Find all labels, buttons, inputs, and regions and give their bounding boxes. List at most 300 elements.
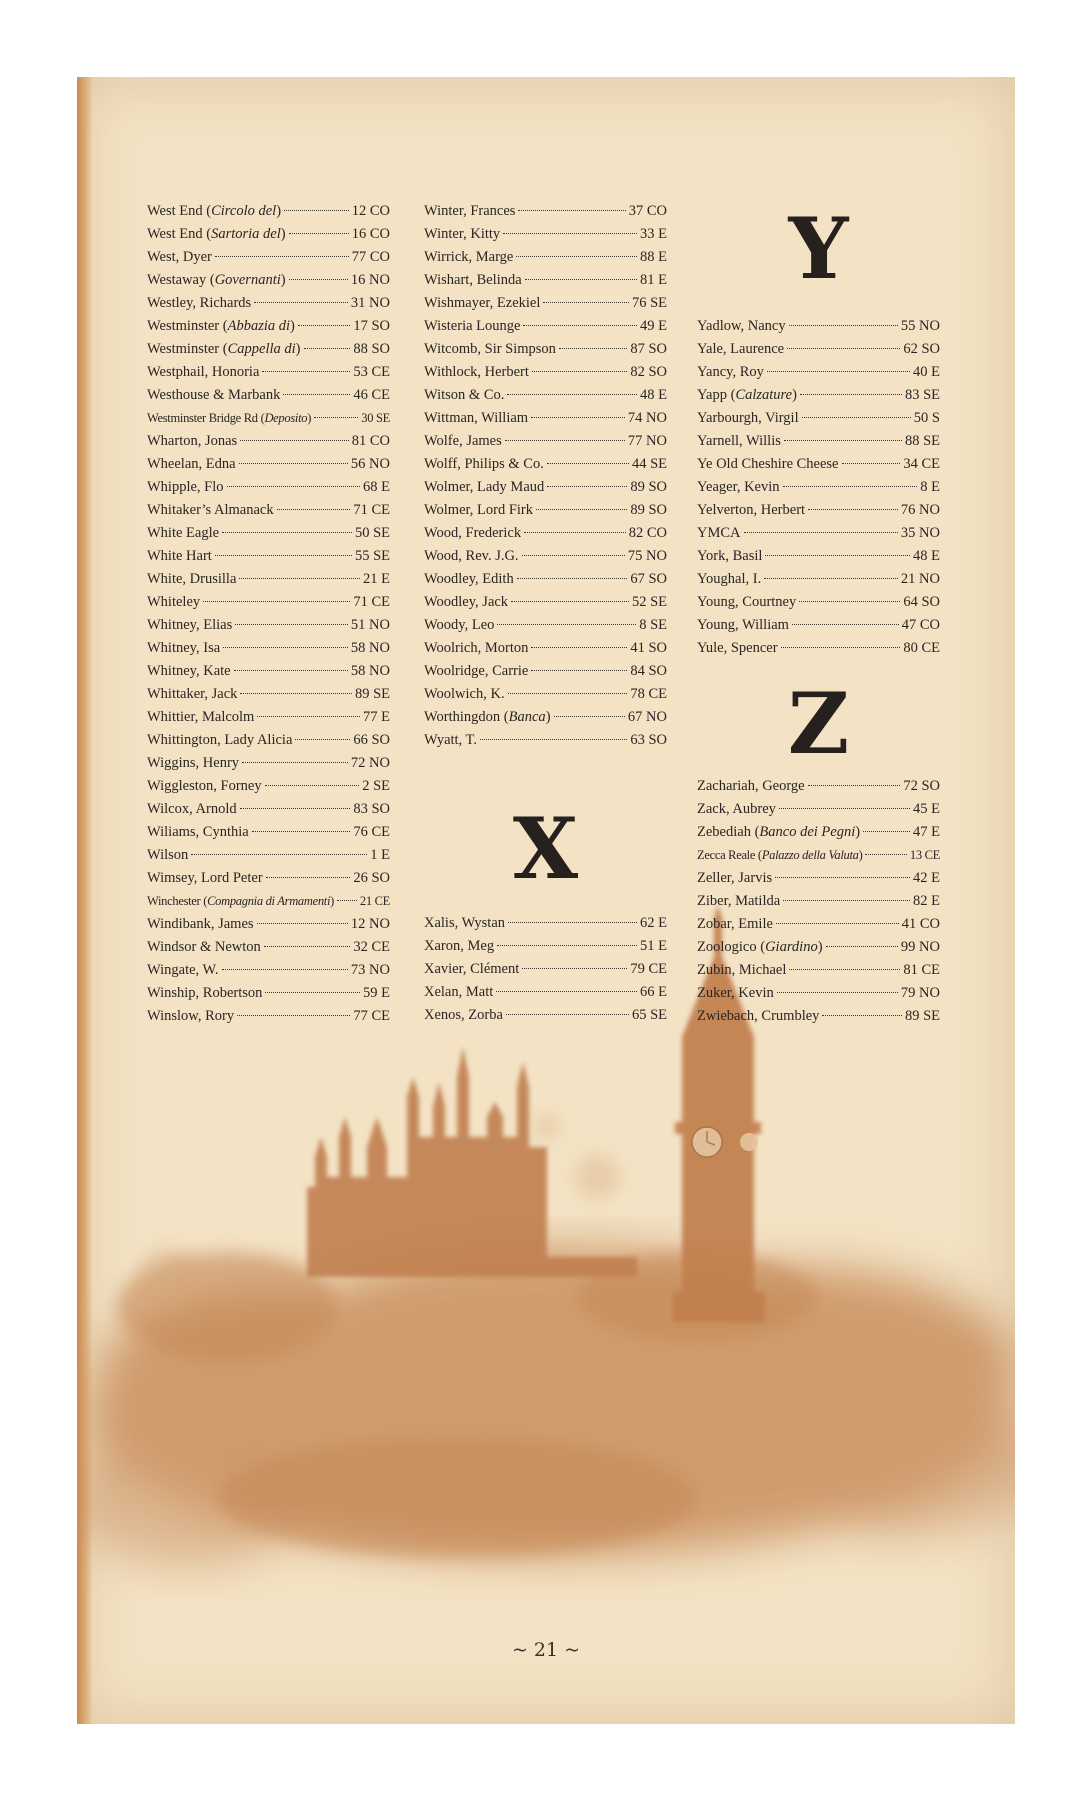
entry-location: 62 SO bbox=[903, 341, 940, 357]
entry-name bbox=[147, 292, 251, 315]
index-entry bbox=[147, 913, 390, 936]
entry-location: 44 SE bbox=[631, 456, 667, 472]
entry-name bbox=[424, 246, 513, 269]
entry-location: 68 E bbox=[363, 479, 390, 495]
entry-name bbox=[424, 935, 494, 958]
entry-location: 77 E bbox=[363, 709, 390, 725]
index-entry bbox=[147, 292, 390, 315]
entry-location: 21 NO bbox=[900, 571, 940, 587]
index-column-w-part2 bbox=[424, 200, 667, 752]
entry-name: Westaway (Governanti) bbox=[147, 272, 286, 288]
entry-location: 52 SE bbox=[631, 594, 667, 610]
leader-dots bbox=[508, 693, 628, 694]
index-entry bbox=[697, 338, 940, 361]
entry-location: 62 E bbox=[640, 915, 667, 931]
entry-location: 76 NO bbox=[900, 502, 940, 518]
index-entry bbox=[697, 361, 940, 384]
entry-name-text: York, Basil bbox=[697, 548, 763, 564]
index-entry bbox=[424, 568, 667, 591]
entry-location: 88 SE bbox=[904, 433, 940, 449]
entry-location: 49 E bbox=[640, 318, 667, 334]
entry-name bbox=[697, 499, 805, 522]
entry-name-text: Wirrick, Marge bbox=[424, 249, 514, 265]
leader-dots bbox=[242, 762, 348, 763]
entry-name bbox=[424, 660, 528, 683]
leader-dots bbox=[215, 256, 349, 257]
entry-name bbox=[147, 913, 254, 936]
index-entry bbox=[697, 384, 940, 407]
entry-name-text: Yarbourgh, Virgil bbox=[697, 410, 799, 426]
index-entry bbox=[147, 959, 390, 982]
entry-location: 35 NO bbox=[900, 525, 940, 541]
entry-location: 80 CE bbox=[903, 640, 940, 656]
entry-location: 75 NO bbox=[627, 548, 667, 564]
leader-dots bbox=[863, 831, 910, 832]
entry-location: 89 SE bbox=[904, 1008, 940, 1024]
index-entry bbox=[697, 315, 940, 338]
entry-name-text: Young, William bbox=[697, 617, 789, 633]
index-entry bbox=[147, 476, 390, 499]
index-entry bbox=[147, 936, 390, 959]
leader-dots bbox=[222, 532, 352, 533]
entry-location: 81 CE bbox=[903, 962, 940, 978]
leader-dots bbox=[503, 233, 637, 234]
entry-name bbox=[147, 706, 254, 729]
entry-name-text: Zachariah, George bbox=[697, 778, 805, 794]
index-entry bbox=[697, 591, 940, 614]
index-entry bbox=[147, 522, 390, 545]
entry-location: 77 NO bbox=[627, 433, 667, 449]
leader-dots bbox=[191, 854, 367, 855]
entry-name: Westminster (Abbazia di) bbox=[147, 318, 295, 334]
index-entry bbox=[424, 660, 667, 683]
entry-name-text: Winchester bbox=[147, 894, 201, 908]
entry-name-text: Westphail, Honoria bbox=[147, 364, 260, 380]
entry-name-text: Zeller, Jarvis bbox=[697, 870, 773, 886]
entry-name-text: Whipple, Flo bbox=[147, 479, 224, 495]
leader-dots bbox=[289, 279, 348, 280]
entry-name bbox=[424, 958, 519, 981]
entry-name bbox=[424, 476, 544, 499]
entry-name bbox=[697, 407, 799, 430]
index-entry bbox=[147, 982, 390, 1005]
entry-name bbox=[147, 660, 231, 683]
entry-name-text: YMCA bbox=[697, 525, 741, 541]
entry-name bbox=[424, 1004, 503, 1027]
entry-location: 89 SO bbox=[630, 479, 667, 495]
entry-location: 50 S bbox=[913, 410, 940, 426]
entry-name-text: Wiggleston, Forney bbox=[147, 778, 262, 794]
entry-location: 55 NO bbox=[900, 318, 940, 334]
page-number: ~ 21 ~ bbox=[511, 1639, 581, 1661]
entry-location: 79 NO bbox=[900, 985, 940, 1001]
leader-dots bbox=[865, 854, 906, 855]
entry-name-text: Whittaker, Jack bbox=[147, 686, 238, 702]
entry-location: 66 E bbox=[640, 984, 667, 1000]
index-entry bbox=[697, 568, 940, 591]
entry-name bbox=[147, 637, 220, 660]
entry-location: 76 SE bbox=[631, 295, 667, 311]
index-entry bbox=[147, 729, 390, 752]
entry-name bbox=[424, 361, 529, 384]
section-letter-x: X bbox=[512, 799, 579, 898]
leader-dots bbox=[239, 463, 348, 464]
leader-dots bbox=[506, 1014, 629, 1015]
index-entry bbox=[424, 545, 667, 568]
index-entry bbox=[147, 844, 390, 867]
index-entry bbox=[424, 981, 667, 1004]
entry-name bbox=[147, 936, 261, 959]
index-entry bbox=[424, 614, 667, 637]
entry-location: 81 CO bbox=[351, 433, 390, 449]
entry-name-text: Wishart, Belinda bbox=[424, 272, 522, 288]
entry-location: 77 CE bbox=[353, 1008, 390, 1024]
index-entry bbox=[424, 200, 667, 223]
entry-name-text: Winship, Robertson bbox=[147, 985, 263, 1001]
entry-name bbox=[147, 361, 259, 384]
entry-name bbox=[147, 453, 236, 476]
index-entry bbox=[147, 683, 390, 706]
entry-name bbox=[697, 798, 776, 821]
entry-name-text: Whiteley bbox=[147, 594, 201, 610]
leader-dots bbox=[252, 831, 351, 832]
entry-name bbox=[424, 591, 508, 614]
entry-location: 73 NO bbox=[350, 962, 390, 978]
entry-location: 84 SO bbox=[630, 663, 667, 679]
entry-name bbox=[147, 959, 219, 982]
entry-name bbox=[424, 384, 504, 407]
leader-dots bbox=[842, 463, 901, 464]
entry-location: 30 SE bbox=[361, 411, 390, 425]
leader-dots bbox=[289, 233, 349, 234]
entry-name-text: Wisteria Lounge bbox=[424, 318, 521, 334]
index-entry bbox=[424, 430, 667, 453]
entry-location: 65 SE bbox=[631, 1007, 667, 1023]
entry-name-text: Zwiebach, Crumbley bbox=[697, 1008, 820, 1024]
index-entry bbox=[697, 499, 940, 522]
entry-location: 2 SE bbox=[362, 778, 390, 794]
entry-name bbox=[697, 476, 780, 499]
entry-name-text: Whitney, Isa bbox=[147, 640, 221, 656]
entry-location: 17 SO bbox=[353, 318, 390, 334]
entry-location: 89 SO bbox=[630, 502, 667, 518]
leader-dots bbox=[800, 394, 902, 395]
index-entry bbox=[424, 706, 667, 729]
index-entry bbox=[147, 223, 390, 246]
index-entry bbox=[147, 660, 390, 683]
entry-location: 72 NO bbox=[350, 755, 390, 771]
entry-name bbox=[147, 384, 280, 407]
entry-name-text: Wolfe, James bbox=[424, 433, 502, 449]
section-letter-y: Y bbox=[788, 199, 849, 298]
entry-location: 87 SO bbox=[630, 341, 667, 357]
entry-name-text: Xelan, Matt bbox=[424, 984, 494, 1000]
entry-location: 37 CO bbox=[628, 203, 667, 219]
leader-dots bbox=[822, 1015, 902, 1016]
entry-name bbox=[697, 453, 839, 476]
entry-location: 88 SO bbox=[353, 341, 390, 357]
leader-dots bbox=[508, 922, 637, 923]
entry-location: 41 SO bbox=[630, 640, 667, 656]
entry-location: 53 CE bbox=[353, 364, 390, 380]
entry-name bbox=[424, 614, 494, 637]
index-entry bbox=[147, 568, 390, 591]
index-column-w-part1 bbox=[147, 200, 390, 1028]
entry-name bbox=[697, 982, 774, 1005]
entry-name: Zebediah (Banco dei Pegni) bbox=[697, 824, 861, 840]
entry-name-text: Winter, Frances bbox=[424, 203, 516, 219]
index-entry bbox=[424, 361, 667, 384]
index-entry bbox=[147, 591, 390, 614]
index-entry bbox=[697, 936, 940, 959]
leader-dots bbox=[547, 463, 629, 464]
entry-location: 82 SO bbox=[630, 364, 667, 380]
entry-name bbox=[147, 867, 263, 890]
leader-dots bbox=[298, 325, 350, 326]
leader-dots bbox=[767, 371, 910, 372]
entry-name bbox=[424, 729, 477, 752]
entry-name-text: Xaron, Meg bbox=[424, 938, 495, 954]
entry-name-text: Woody, Leo bbox=[424, 617, 495, 633]
entry-name bbox=[424, 292, 540, 315]
entry-location: 82 CO bbox=[628, 525, 667, 541]
entry-name bbox=[697, 913, 773, 936]
index-entry bbox=[424, 522, 667, 545]
index-entry bbox=[697, 844, 940, 867]
entry-name bbox=[697, 959, 786, 982]
entry-name-text: Yancy, Roy bbox=[697, 364, 764, 380]
index-entry bbox=[424, 683, 667, 706]
index-entry bbox=[697, 522, 940, 545]
index-entry bbox=[424, 315, 667, 338]
leader-dots bbox=[808, 785, 901, 786]
entry-name-text: Woolwich, K. bbox=[424, 686, 505, 702]
entry-name-text: Xavier, Clément bbox=[424, 961, 520, 977]
entry-location: 82 E bbox=[913, 893, 940, 909]
leader-dots bbox=[507, 394, 637, 395]
index-entry bbox=[697, 545, 940, 568]
entry-location: 59 E bbox=[363, 985, 390, 1001]
index-entry bbox=[697, 821, 940, 844]
entry-name: Westminster (Cappella di) bbox=[147, 341, 301, 357]
entry-name bbox=[147, 499, 274, 522]
entry-name-text: Wiliams, Cynthia bbox=[147, 824, 249, 840]
entry-name bbox=[697, 890, 780, 913]
entry-location: 79 CE bbox=[630, 961, 667, 977]
index-entry bbox=[697, 1005, 940, 1028]
entry-name-text: Wilcox, Arnold bbox=[147, 801, 237, 817]
leader-dots bbox=[765, 555, 910, 556]
leader-dots bbox=[524, 532, 626, 533]
entry-name bbox=[147, 775, 262, 798]
leader-dots bbox=[237, 1015, 350, 1016]
entry-location: 42 E bbox=[913, 870, 940, 886]
entry-name bbox=[697, 545, 762, 568]
leader-dots bbox=[516, 256, 637, 257]
entry-name bbox=[697, 637, 778, 660]
entry-name bbox=[424, 453, 544, 476]
leader-dots bbox=[764, 578, 898, 579]
leader-dots bbox=[536, 509, 627, 510]
entry-qualifier: Governanti bbox=[214, 272, 281, 288]
leader-dots bbox=[532, 371, 627, 372]
leader-dots bbox=[781, 647, 901, 648]
entry-name bbox=[424, 338, 556, 361]
entry-name-text: White Hart bbox=[147, 548, 212, 564]
entry-name-text: White, Drusilla bbox=[147, 571, 237, 587]
index-column-y bbox=[697, 315, 940, 660]
entry-name bbox=[697, 1005, 819, 1028]
entry-location: 47 E bbox=[913, 824, 940, 840]
leader-dots bbox=[511, 601, 629, 602]
entry-name-text: Whitaker’s Almanack bbox=[147, 502, 274, 518]
entry-name bbox=[147, 614, 232, 637]
entry-name-text: Wilson bbox=[147, 847, 189, 863]
index-entry bbox=[147, 821, 390, 844]
entry-qualifier: Giardino bbox=[765, 939, 818, 955]
leader-dots bbox=[304, 348, 351, 349]
entry-name-text: West End bbox=[147, 203, 203, 219]
entry-name bbox=[424, 522, 521, 545]
entry-name bbox=[147, 752, 239, 775]
entry-name: Winchester (Compagnia di Armamenti) bbox=[147, 894, 335, 908]
entry-name bbox=[697, 614, 789, 637]
entry-name-text: Westhouse & Marbank bbox=[147, 387, 281, 403]
leader-dots bbox=[779, 808, 910, 809]
index-entry bbox=[424, 384, 667, 407]
entry-name bbox=[147, 821, 249, 844]
leader-dots bbox=[257, 716, 360, 717]
entry-qualifier: Abbazia di bbox=[227, 318, 291, 334]
index-entry bbox=[147, 407, 390, 430]
entry-qualifier: Compagnia di Armamenti bbox=[207, 894, 331, 908]
index-entry bbox=[424, 246, 667, 269]
entry-location: 26 SO bbox=[353, 870, 390, 886]
index-entry bbox=[424, 912, 667, 935]
entry-name bbox=[147, 982, 262, 1005]
entry-location: 72 SO bbox=[903, 778, 940, 794]
entry-location: 51 E bbox=[640, 938, 667, 954]
entry-name bbox=[424, 637, 528, 660]
entry-name-text: Wood, Rev. J.G. bbox=[424, 548, 519, 564]
entry-name-text: Wiggins, Henry bbox=[147, 755, 240, 771]
entry-name bbox=[424, 568, 514, 591]
entry-location: 89 SE bbox=[354, 686, 390, 702]
entry-location: 40 E bbox=[913, 364, 940, 380]
entry-name-text: Westminster bbox=[147, 341, 220, 357]
entry-location: 13 CE bbox=[909, 848, 940, 862]
entry-name bbox=[697, 430, 781, 453]
index-entry bbox=[147, 798, 390, 821]
entry-name-text: Wyatt, T. bbox=[424, 732, 477, 748]
entry-name-text: Wingate, W. bbox=[147, 962, 219, 978]
entry-name bbox=[697, 568, 761, 591]
entry-name-text: Wheelan, Edna bbox=[147, 456, 236, 472]
entry-name-text: Yadlow, Nancy bbox=[697, 318, 786, 334]
leader-dots bbox=[257, 923, 348, 924]
entry-name-text: Zack, Aubrey bbox=[697, 801, 776, 817]
leader-dots bbox=[775, 877, 910, 878]
index-entry bbox=[147, 752, 390, 775]
entry-name bbox=[147, 729, 292, 752]
entry-name-text: Yapp bbox=[697, 387, 727, 403]
leader-dots bbox=[777, 992, 898, 993]
entry-name-text: Whitney, Kate bbox=[147, 663, 231, 679]
index-entry bbox=[147, 200, 390, 223]
entry-name-text: Wood, Frederick bbox=[424, 525, 522, 541]
leader-dots bbox=[799, 601, 900, 602]
entry-location: 16 CO bbox=[351, 226, 390, 242]
index-entry bbox=[424, 453, 667, 476]
entry-name bbox=[697, 775, 805, 798]
leader-dots bbox=[265, 992, 360, 993]
entry-location: 48 E bbox=[913, 548, 940, 564]
index-entry bbox=[147, 706, 390, 729]
leader-dots bbox=[559, 348, 627, 349]
leader-dots bbox=[789, 969, 900, 970]
index-entry bbox=[147, 890, 390, 913]
leader-dots bbox=[531, 417, 625, 418]
entry-name bbox=[424, 545, 519, 568]
entry-location: 16 NO bbox=[350, 272, 390, 288]
leader-dots bbox=[265, 785, 360, 786]
leader-dots bbox=[531, 670, 627, 671]
entry-location: 45 E bbox=[913, 801, 940, 817]
entry-name bbox=[424, 407, 528, 430]
entry-name-text: Wolff, Philips & Co. bbox=[424, 456, 544, 472]
leader-dots bbox=[523, 325, 637, 326]
entry-name bbox=[697, 867, 772, 890]
leader-dots bbox=[496, 991, 637, 992]
leader-dots bbox=[517, 578, 628, 579]
entry-location: 51 NO bbox=[350, 617, 390, 633]
entry-name bbox=[424, 430, 502, 453]
entry-name-text: Wolmer, Lord Firk bbox=[424, 502, 533, 518]
entry-location: 64 SO bbox=[903, 594, 940, 610]
entry-name bbox=[424, 269, 522, 292]
entry-location: 63 SO bbox=[630, 732, 667, 748]
index-entry bbox=[697, 890, 940, 913]
entry-name-text: Zebediah bbox=[697, 824, 751, 840]
index-entry bbox=[147, 315, 390, 338]
leader-dots bbox=[235, 624, 348, 625]
entry-name bbox=[424, 499, 533, 522]
entry-name: West End (Circolo del) bbox=[147, 203, 282, 219]
entry-name bbox=[147, 798, 237, 821]
entry-name-text: Ziber, Matilda bbox=[697, 893, 781, 909]
index-entry bbox=[424, 407, 667, 430]
entry-name-text: Ye Old Cheshire Cheese bbox=[697, 456, 839, 472]
entry-location: 48 E bbox=[640, 387, 667, 403]
leader-dots bbox=[547, 486, 627, 487]
entry-location: 99 NO bbox=[900, 939, 940, 955]
entry-qualifier: Cappella di bbox=[227, 341, 296, 357]
leader-dots bbox=[518, 210, 625, 211]
entry-location: 58 NO bbox=[350, 640, 390, 656]
entry-name bbox=[147, 591, 200, 614]
entry-location: 76 CE bbox=[353, 824, 390, 840]
entry-location: 12 NO bbox=[350, 916, 390, 932]
entry-qualifier: Calzature bbox=[735, 387, 793, 403]
entry-qualifier: Deposito bbox=[264, 411, 308, 425]
entry-name bbox=[697, 361, 764, 384]
entry-location: 47 CO bbox=[901, 617, 940, 633]
index-entry bbox=[697, 798, 940, 821]
entry-name-text: Yeager, Kevin bbox=[697, 479, 780, 495]
entry-name-text: Westley, Richards bbox=[147, 295, 252, 311]
entry-location: 58 NO bbox=[350, 663, 390, 679]
leader-dots bbox=[802, 417, 911, 418]
